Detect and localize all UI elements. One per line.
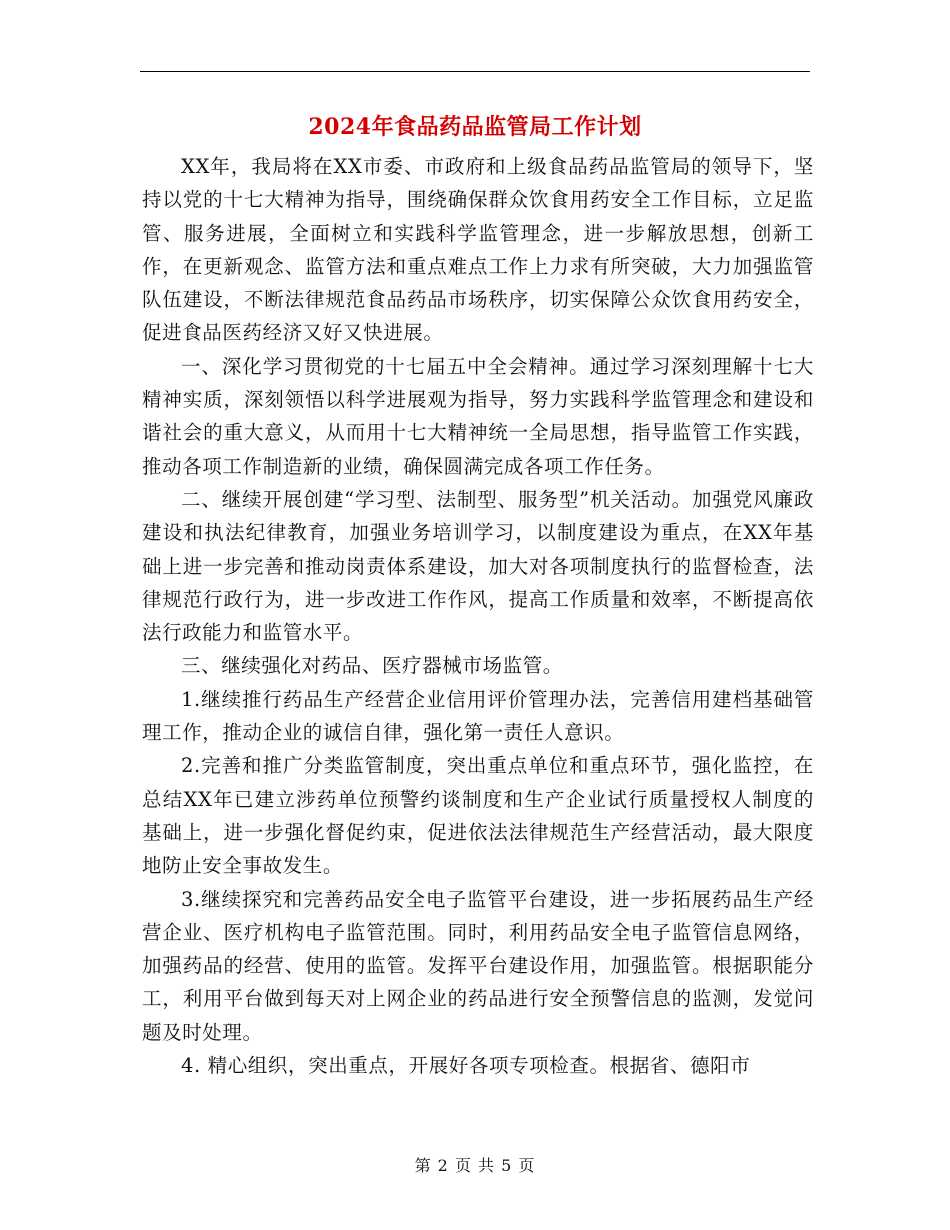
page-number-footer: 第 2 页 共 5 页 — [414, 1156, 536, 1175]
paragraph-item-4: 4. 精心组织，突出重点，开展好各项专项检查。根据省、德阳市 — [181, 1054, 751, 1078]
paragraph-item-3: 3.继续探究和完善药品安全电子监管平台建设，进一步拓展药品生产经营企业、医疗机构电子监管范围。同时，利用药品安全电子监管信息网络，加强药品的经营、使用的监管。发挥平台建设作用，加强监管。根据职能分工，利用平台做到每天对上网企业的药品进行安全预警信息的监测，发觉问题及时处理。 — [142, 887, 814, 1044]
paragraph-item-1: 1.继续推行药品生产经营企业信用评价管理办法，完善信用建档基础管理工作，推动企业的诚信自律，强化第一责任人意识。 — [142, 687, 814, 745]
paragraph-section-2: 二、继续开展创建“学习型、法制型、服务型”机关活动。加强党风廉政建设和执法纪律教育，加强业务培训学习，以制度建设为重点，在XX年基础上进一步完善和推动岗责体系建设，加大对各项制度执行的监督检查，法律规范行政行为，进一步改进工作作风，提高工作质量和效率，不断提高依法行政能力和监管水平。 — [142, 487, 814, 645]
paragraph-item-2: 2.完善和推广分类监管制度，突出重点单位和重点环节，强化监控，在总结XX年已建立涉药单位预警约谈制度和生产企业试行质量授权人制度的基础上，进一步强化督促约束，促进依法法律规范生产经营活动，最大限度地防止安全事故发生。 — [142, 754, 814, 878]
document-body — [142, 150, 814, 1082]
paragraph-intro: XX年，我局将在XX市委、市政府和上级食品药品监管局的领导下，坚持以党的十七大精神为指导，围绕确保群众饮食用药安全工作目标，立足监管、服务进展，全面树立和实践科学监管理念，进一步解放思想，创新工作，在更新观念、监管方法和重点难点工作上力求有所突破，大力加强监管队伍建设，不断法律规范食品药品市场秩序，切实保障公众饮食用药安全，促进食品医药经济又好又快进展。 — [142, 155, 814, 345]
paragraph-section-3-heading: 三、继续强化对药品、医疗器械市场监管。 — [181, 654, 563, 678]
header-rule — [140, 71, 810, 72]
document-title: 2024年食品药品监管局工作计划 — [308, 114, 642, 140]
paragraph-section-1: 一、深化学习贯彻党的十七届五中全会精神。通过学习深刻理解十七大精神实质，深刻领悟以科学进展观为指导，努力实践科学监管理念和建设和谐社会的重大意义，从而用十七大精神统一全局思想，指导监管工作实践，推动各项工作制造新的业绩，确保圆满完成各项工作任务。 — [142, 354, 814, 478]
